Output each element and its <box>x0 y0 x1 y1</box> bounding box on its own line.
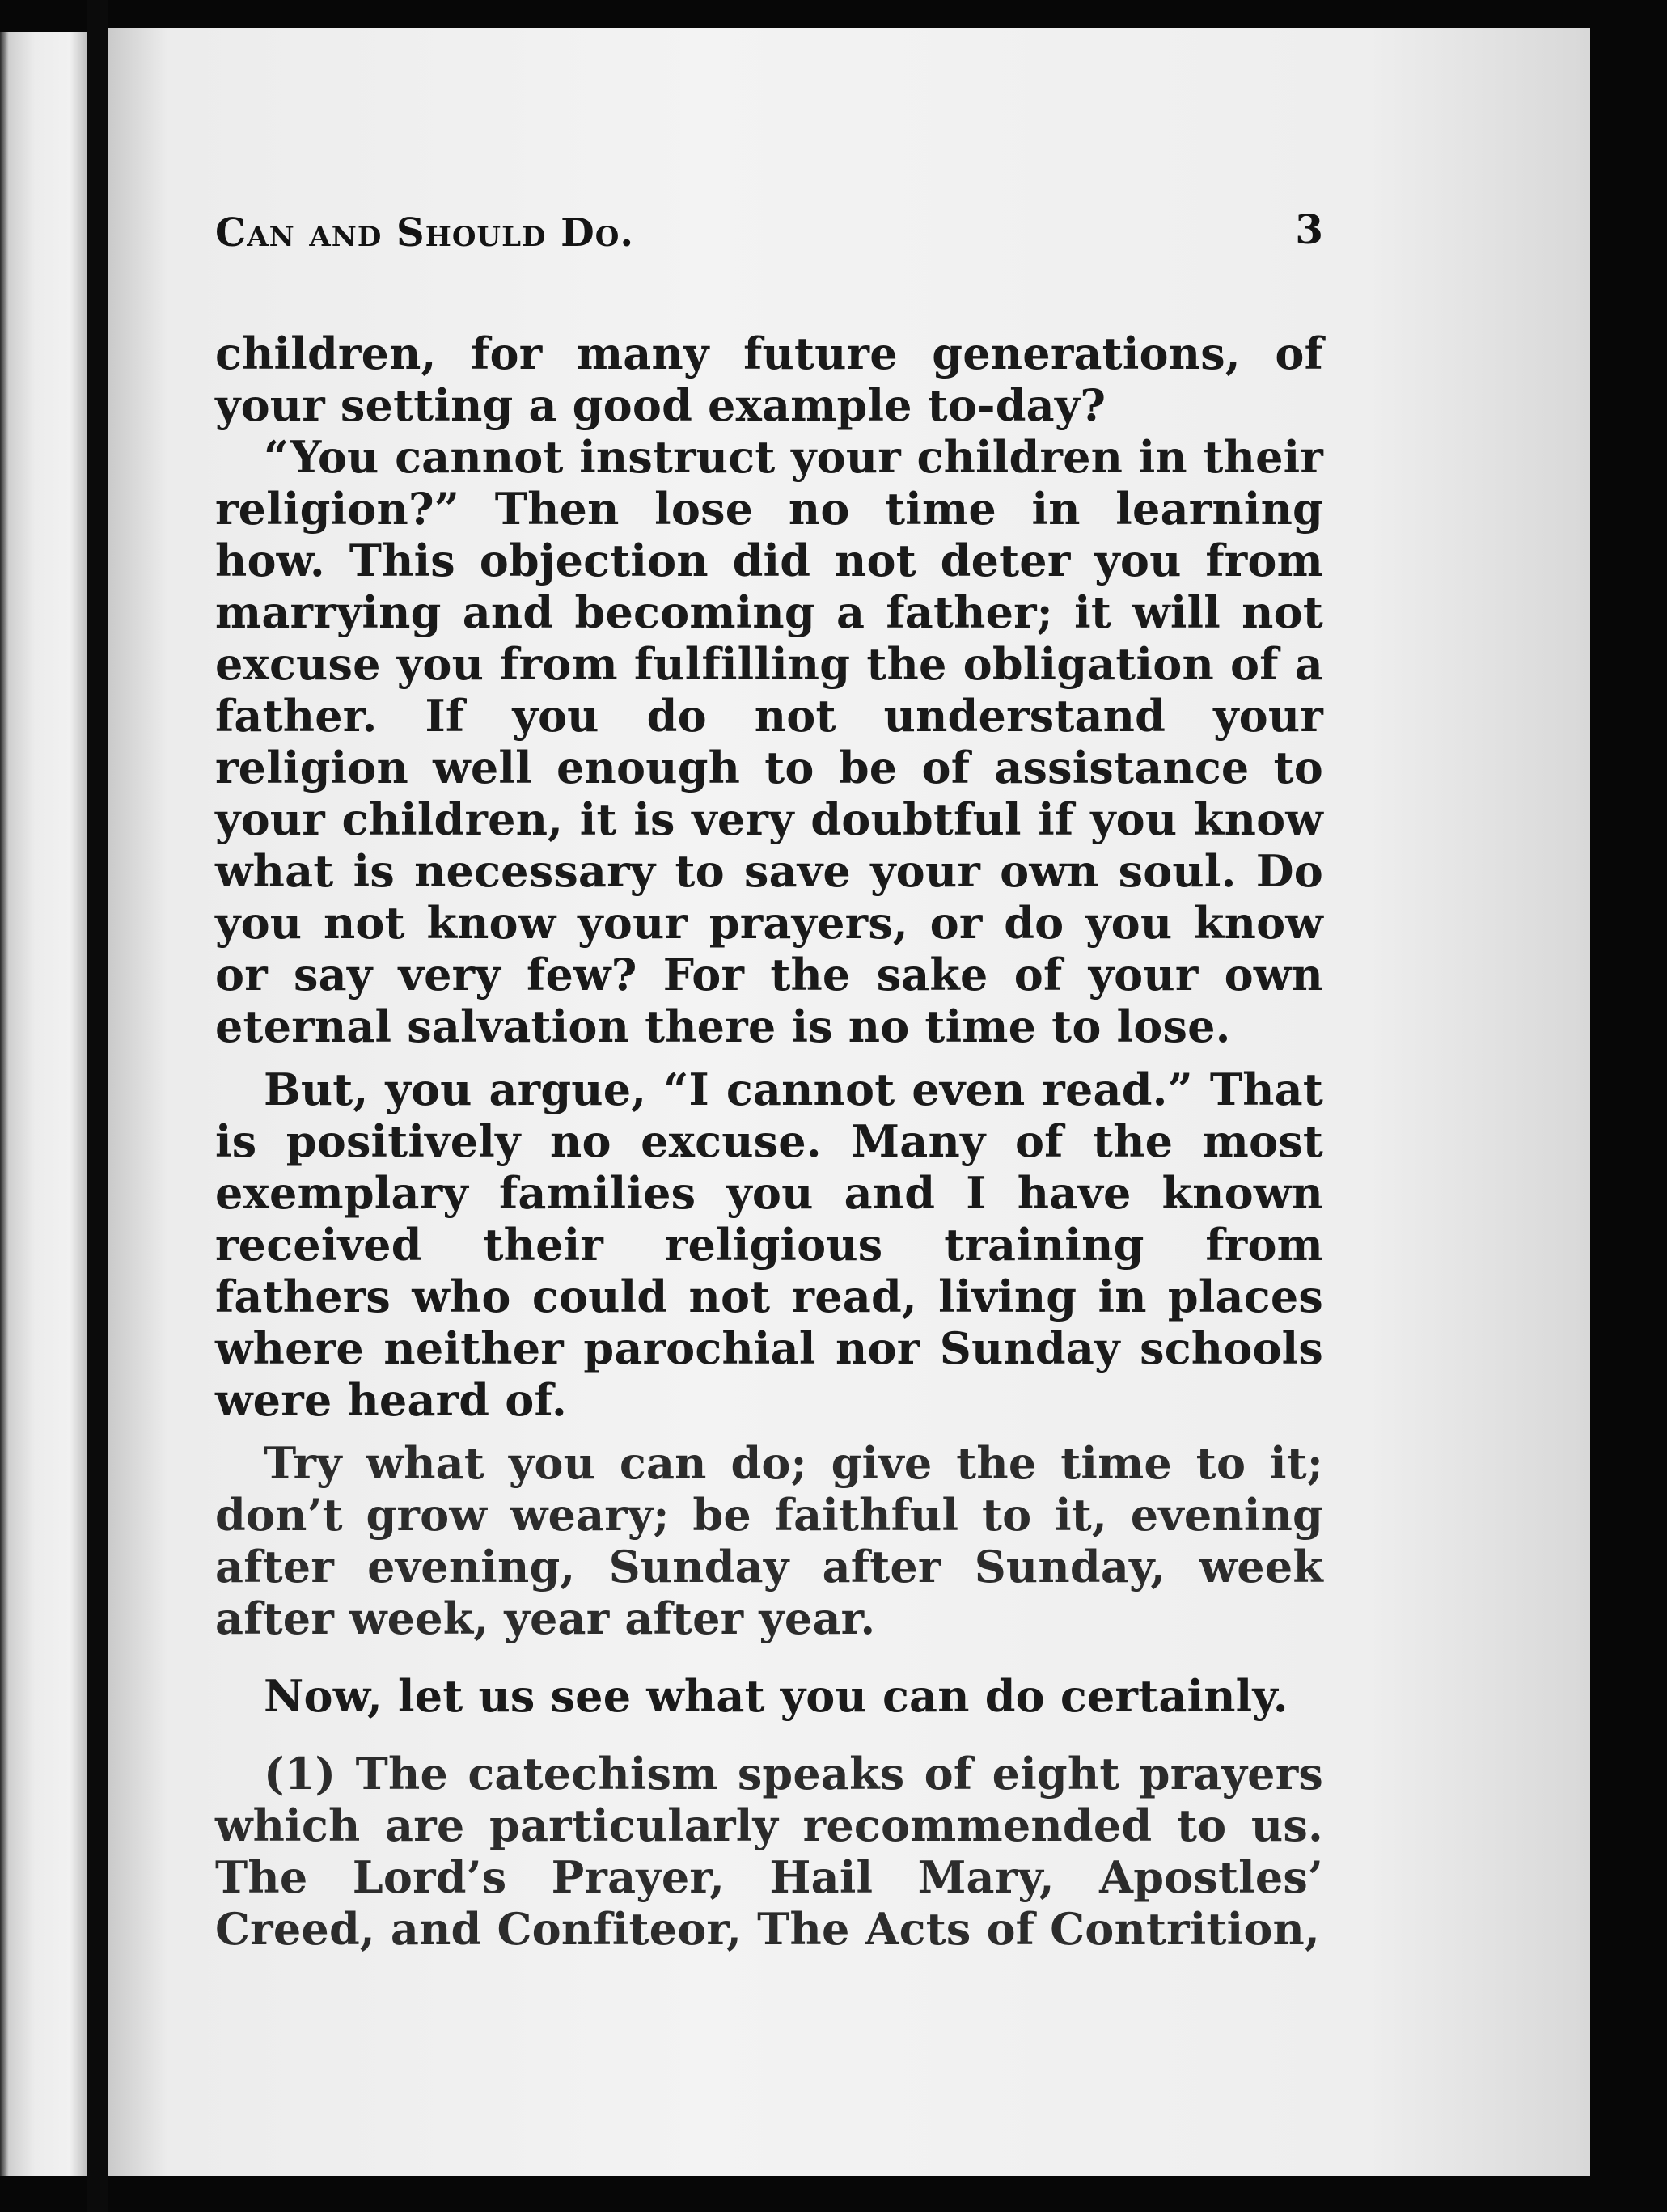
paragraph-try: Try what you can do; give the time to it; don’t grow weary; be faithful to it, evening after evening, Sunday after Sunday, week after week, year after year. <box>215 1437 1323 1644</box>
page-header <box>215 194 1323 259</box>
page-number: 3 <box>1295 205 1323 253</box>
paragraph-continuation: children, for many future generations, of your setting a good example to-day? <box>215 328 1323 431</box>
paragraph-now: Now, let us see what you can do certainly. <box>264 1670 1288 1722</box>
paragraph-catechism-prayers: (1) The catechism speaks of eight prayers which are particularly recommended to us. The Lord’s Prayer, Hail Mary, Apostles’ Creed, and Confiteor, The Acts of Contrition, <box>215 1748 1323 1955</box>
paragraph-objection-instruct: “You cannot instruct your children in their religion?” Then lose no time in learning how. This objection did not deter you from marrying and becoming a father; it will not excuse you from fulfilling the obligation of a father. If you do not understand your religion well enough to be of assistance to your children, it is very doubtful if you know what is necessary to save your own soul. Do you not know your prayers, or do you know or say very few? For the sake of your own eternal salvation there is no time to lose. <box>215 431 1323 1052</box>
book-gutter <box>87 0 108 2212</box>
running-title: Can and Should Do. <box>215 210 635 256</box>
page-body <box>215 328 1323 1955</box>
paragraph-objection-read: But, you argue, “I cannot even read.” That is positively no excuse. Many of the most exemplary families you and I have known received their religious training from fathers who could not read, living in places where neither parochial nor Sunday schools were heard of. <box>215 1064 1323 1426</box>
facing-page-edge <box>0 32 87 2176</box>
